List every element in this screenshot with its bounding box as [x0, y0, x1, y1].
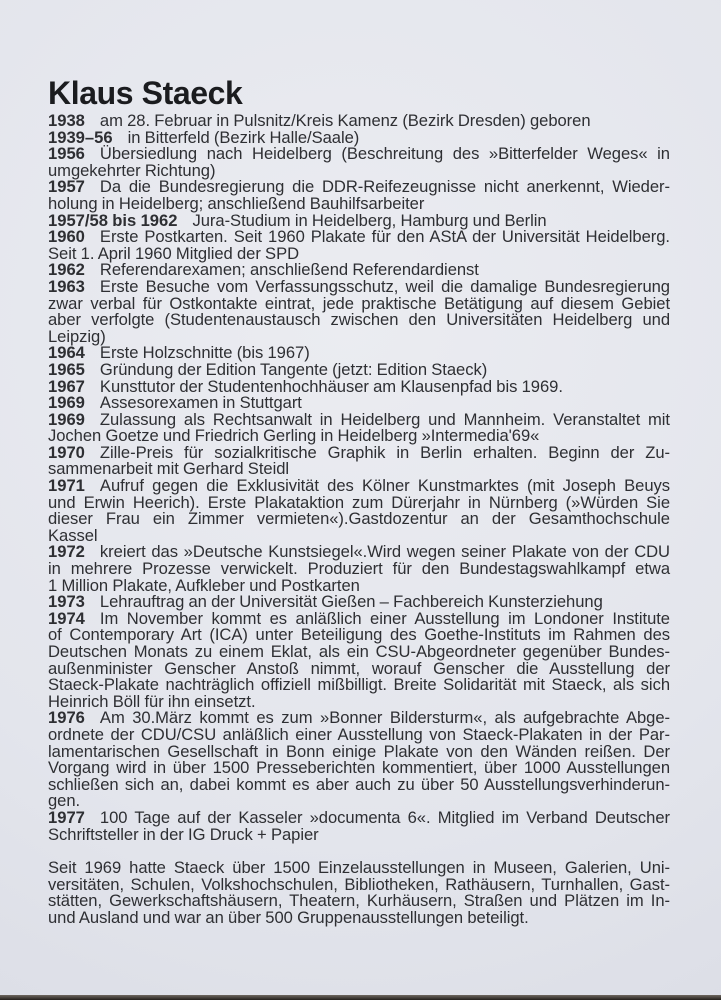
- entry-line: Seit 1. April 1960 Mitglied der SPD: [48, 243, 300, 263]
- entry-year: 1964: [48, 343, 85, 363]
- entry-year: 1938: [48, 111, 85, 130]
- entry-year: 1965: [48, 359, 85, 379]
- entry-year: 1970: [48, 442, 85, 462]
- entry-text: 100 Tage auf der Kasseler »documenta 6«. Mitglied im Verband Deutscher: [99, 807, 670, 827]
- entry-text: am 28. Februar in Pulsnitz/Kreis Kamenz (Bezirk Dresden) geboren: [99, 111, 591, 130]
- timeline-entry: [48, 276, 670, 346]
- entry-year: 1977: [48, 807, 85, 827]
- entry-text: Lehrauftrag an der Universität Gießen – Fachbereich Kunsterziehung: [99, 592, 603, 612]
- entry-year: 1973: [48, 592, 85, 612]
- entry-line: lamentarischen Gesellschaft in Bonn einige Plakate von den Wänden reißen. Der: [48, 741, 670, 761]
- closing-line: und Ausland und war an über 500 Gruppenausstellungen beteiligt.: [48, 907, 529, 927]
- entry-year: 1963: [48, 276, 85, 296]
- closing-paragraph: [48, 860, 670, 926]
- entry-year: 1962: [48, 260, 85, 280]
- timeline-entry: [48, 478, 670, 544]
- entry-line: of Contemporary Art (ICA) unter Beteiligung des Goethe-Instituts im Rahmen des: [48, 625, 670, 645]
- page-title: Klaus Staeck: [48, 75, 243, 111]
- closing-line: stätten, Gewerkschaftshäusern, Theatern, Kurhäusern, Straßen und Plätzen im In-: [48, 891, 670, 911]
- timeline-entry: [48, 229, 670, 262]
- closing-line: Seit 1969 hatte Staeck über 1500 Einzelausstellungen in Museen, Galerien, Uni-: [48, 858, 670, 878]
- entry-line: außenminister Genscher Anstoß nimmt, worauf Genscher die Ausstellung der: [48, 658, 670, 678]
- entry-text: Aufruf gegen die Exklusivität des Kölner Kunstmarktes (mit Joseph Beuys: [99, 476, 670, 496]
- entry-line: gen.: [48, 791, 81, 811]
- entry-line: Schriftsteller in der IG Druck + Papier: [48, 824, 319, 844]
- timeline-entry: [48, 710, 670, 810]
- entry-line: ordnete der CDU/CSU anläßlich einer Ausstellung von Staeck-Plakaten in der Par-: [48, 724, 670, 744]
- entry-line: und Erwin Heerich). Erste Plakataktion zum Dürerjahr in Nürnberg (»Würden Sie: [48, 492, 670, 512]
- entry-text: Jura-Studium in Heidelberg, Hamburg und Berlin: [192, 210, 547, 230]
- timeline-entry: [48, 179, 670, 212]
- entry-text: Referendarexamen; anschließend Referendardienst: [99, 260, 479, 280]
- entry-line: Leipzig): [48, 326, 106, 346]
- entry-text: Zulassung als Rechtsanwalt in Heidelberg und Mannheim. Veranstaltet mit: [99, 409, 670, 429]
- entry-line: Staeck-Plakate nachträglich offiziell mißbilligt. Breite Solidarität mit Staeck, als sich: [48, 675, 670, 695]
- entry-text: kreiert das »Deutsche Kunstsiegel«.Wird wegen seiner Plakate von der CDU: [99, 542, 670, 562]
- entry-text: Übersiedlung nach Heidelberg (Beschreitung des »Bitterfelder Weges« in: [99, 144, 670, 164]
- entry-year: 1939–56: [48, 127, 113, 147]
- entry-year: 1960: [48, 227, 85, 247]
- entry-text: Erste Postkarten. Seit 1960 Plakate für den AStA der Universität Heidelberg.: [99, 227, 670, 247]
- entry-line: in mehrere Prozesse verwickelt. Produziert für den Bundestagswahlkampf etwa: [48, 559, 670, 579]
- entry-year: 1957: [48, 177, 85, 197]
- entry-line: holung in Heidelberg; anschließend Bauhilfsarbeiter: [48, 193, 425, 213]
- timeline-entry: [48, 807, 670, 844]
- entry-year: 1971: [48, 476, 85, 496]
- entry-line: Jochen Goetze und Friedrich Gerling in Heidelberg »Intermedia'69«: [48, 426, 540, 446]
- entry-line: Heinrich Böll für ihn einsetzt.: [48, 691, 256, 711]
- photo-bottom-edge: [0, 995, 721, 1000]
- timeline-entry: [48, 544, 670, 594]
- entry-text: Kunsttutor der Studentenhochhäuser am Klausenpfad bis 1969.: [99, 376, 563, 396]
- entry-text: Da die Bundesregierung die DDR-Reifezeugnisse nicht anerkennt, Wieder-: [99, 177, 670, 197]
- entry-year: 1972: [48, 542, 85, 562]
- entry-year: 1969: [48, 409, 85, 429]
- entry-year: 1967: [48, 376, 85, 396]
- closing-line: versitäten, Schulen, Volkshochschulen, Bibliotheken, Rathäusern, Turnhallen, Gast-: [48, 874, 670, 894]
- entry-text: Zille-Preis für sozialkritische Graphik in Berlin erhalten. Beginn der Zu-: [99, 442, 670, 462]
- entry-line: schließen sich an, dabei kommt es aber auch zu über 50 Ausstellungsverhinderun-: [48, 774, 670, 794]
- entry-line: umgekehrter Richtung): [48, 160, 216, 180]
- entry-year: 1957/58 bis 1962: [48, 210, 178, 230]
- entry-line: Deutschen Monats zu einem Eklat, als ein CSU-Abgeordneter gegenüber Bundes-: [48, 642, 670, 661]
- entry-text: in Bitterfeld (Bezirk Halle/Saale): [127, 127, 360, 147]
- entry-text: Erste Besuche vom Verfassungsschutz, weil die damalige Bundesregierung: [99, 276, 670, 296]
- entry-line: 1 Million Plakate, Aufkleber und Postkarten: [48, 575, 360, 595]
- timeline-entry: [48, 608, 670, 711]
- entry-year: 1956: [48, 144, 85, 164]
- timeline-entry: [48, 146, 670, 179]
- timeline-entry: [48, 442, 670, 479]
- entry-line: dieser Frau ein Zimmer vermieten«).Gastdozentur an der Gesamthochschule: [48, 509, 670, 529]
- entry-line: Vorgang wird in über 1500 Presseberichten kommentiert, über 1000 Ausstellungen: [48, 758, 670, 778]
- entry-year: 1974: [48, 608, 85, 628]
- entry-line: zwar verbal für Ostkontakte eintrat, jede praktische Betätigung auf diesem Gebiet: [48, 293, 670, 313]
- entry-text: Am 30.März kommt es zum »Bonner Bildersturm«, als aufgebrachte Abge-: [99, 708, 670, 728]
- entry-line: Kassel: [48, 525, 98, 545]
- entry-text: Gründung der Edition Tangente (jetzt: Edition Staeck): [99, 359, 488, 379]
- entry-text: Im November kommt es anläßlich einer Ausstellung im Londoner Institute: [99, 608, 670, 628]
- biography-timeline: [48, 113, 670, 843]
- entry-text: Assesorexamen in Stuttgart: [99, 393, 302, 413]
- entry-line: aber verfolgte (Studentenaustausch zwischen den Universitäten Heidelberg und: [48, 310, 670, 330]
- timeline-entry: [48, 409, 670, 446]
- entry-line: sammenarbeit mit Gerhard Steidl: [48, 459, 290, 479]
- entry-text: Erste Holzschnitte (bis 1967): [99, 343, 310, 363]
- entry-year: 1969: [48, 393, 85, 413]
- entry-year: 1976: [48, 708, 85, 728]
